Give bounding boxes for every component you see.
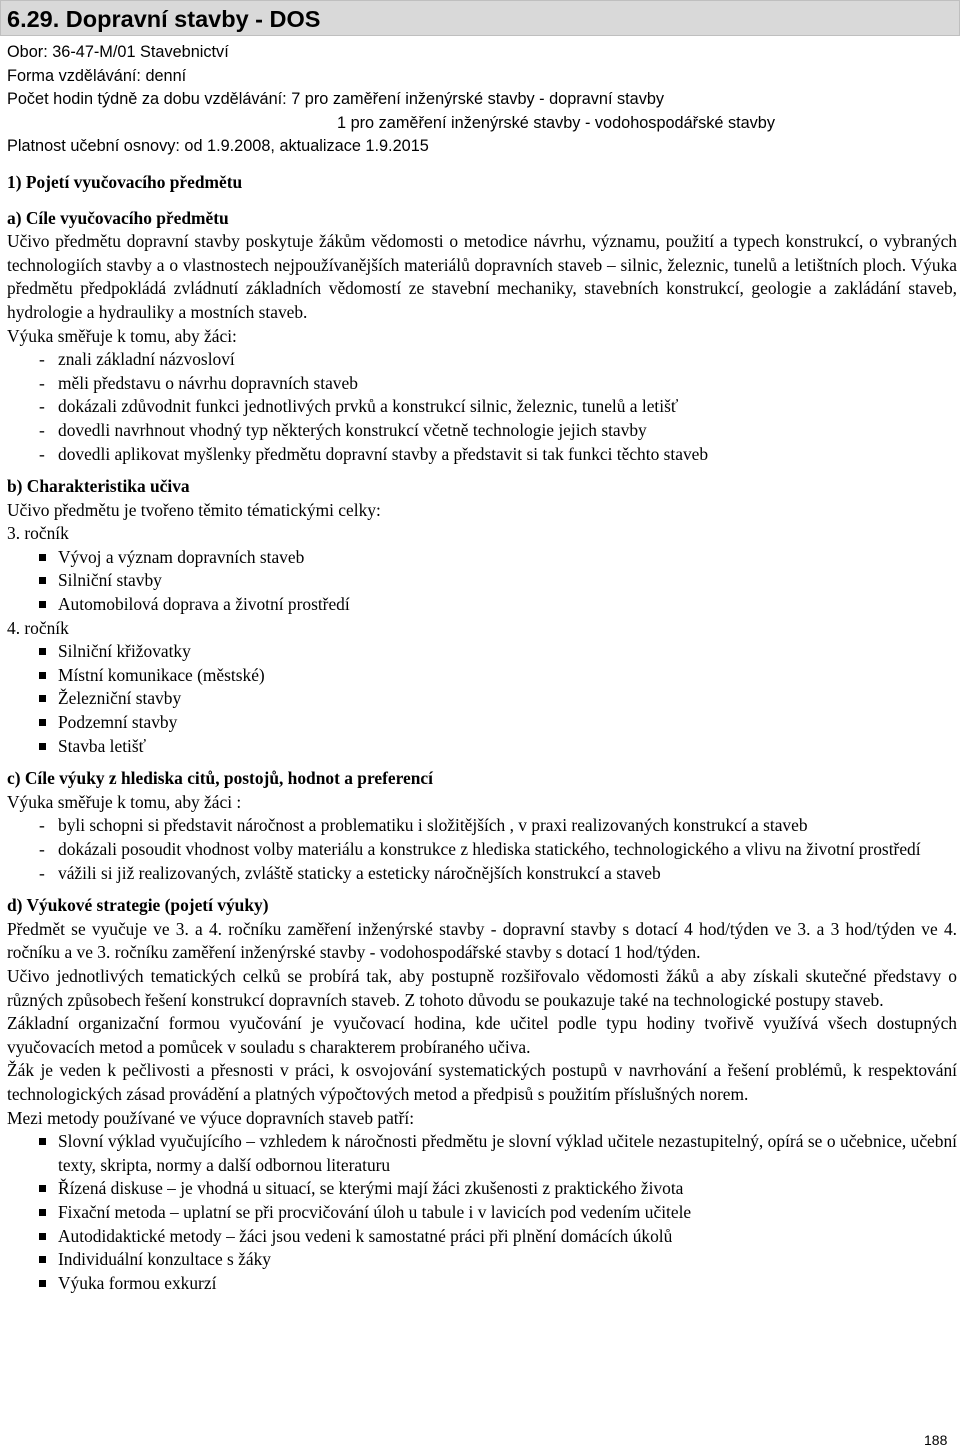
square-bullet-icon: [39, 1256, 46, 1263]
list-item: - znali základní názvosloví: [7, 348, 957, 372]
page-number: 188: [924, 1432, 948, 1448]
section-a-list: [7, 348, 957, 466]
square-bullet-icon: [39, 1209, 46, 1216]
section-c-heading: c) Cíle výuky z hlediska citů, postojů, hodnot a preferencí: [7, 768, 433, 789]
year-3-list: [7, 546, 957, 617]
section-d-paragraph-1: Předmět se vyučuje ve 3. a 4. ročníku zaměření inženýrské stavby - dopravní stavby s dotací 4 hod/týden ve 3. a 3 hod/týden ve 4. ročníku a ve 3. ročníku zaměření inženýrské stavby - vodohospodářské stavby s dotací 1 hod/týden.: [7, 918, 957, 963]
square-bullet-icon: [39, 577, 46, 584]
list-item: Místní komunikace (městské): [7, 664, 957, 688]
section-d-lead: Mezi metody používané ve výuce dopravních staveb patří:: [7, 1107, 415, 1128]
list-item: - dokázali posoudit vhodnost volby materiálu a konstrukce z hlediska statického, technologického a vlivu na životní prostředí: [7, 838, 957, 862]
square-bullet-icon: [39, 743, 46, 750]
list-item: Automobilová doprava a životní prostředí: [7, 593, 957, 617]
section-d-paragraph-3: Základní organizační formou vyučování je vyučovací hodina, kde učitel podle typu hodiny tvořivě využívá všech dostupných vyučovacích metod a pomůcek v souladu s charakterem probíraného učiva.: [7, 1013, 957, 1057]
list-item: Autodidaktické metody – žáci jsou vedeni k samostatné práci při plnění domácích úkolů: [7, 1225, 957, 1249]
section-d-paragraph-4: Žák je veden k pečlivosti a přesnosti v práci, k osvojování systematických postupů v navrhování a řešení problémů, k respektování technologických zásad provádění a platných výpočtových metod a předpisů s použitím příslušných norem.: [7, 1060, 957, 1104]
list-item: Individuální konzultace s žáky: [7, 1248, 957, 1272]
section-d-paragraph-2: Učivo jednotlivých tematických celků se probírá tak, aby postupně rozšiřovalo vědomosti žáků a aby získali skutečné představy o různých způsobech řešení konstrukcí dopravních staveb. Z tohoto důvodu se poukazuje také na technologické postupy staveb.: [7, 965, 957, 1010]
section-a-intro: [7, 230, 957, 324]
square-bullet-icon: [39, 672, 46, 679]
document-body: [7, 41, 957, 1295]
page-title: 6.29. Dopravní stavby - DOS: [7, 6, 321, 32]
title-bar: [0, 0, 960, 36]
list-item: - byli schopni si představit náročnost a problematiku i složitějších , v praxi realizovaných konstrukcí a staveb: [7, 814, 957, 838]
list-item: - vážili si již realizovaných, zvláště staticky a esteticky náročnějších konstrukcí a staveb: [7, 862, 957, 886]
meta-obor: Obor: 36-47-M/01 Stavebnictví: [7, 43, 229, 61]
list-item: Silniční stavby: [7, 569, 957, 593]
list-item: Řízená diskuse – je vhodná u situací, se kterými mají žáci zkušenosti z praktického života: [7, 1177, 957, 1201]
meta-platnost: Platnost učební osnovy: od 1.9.2008, aktualizace 1.9.2015: [7, 137, 429, 156]
year-4-list: [7, 640, 957, 758]
year-4-label: 4. ročník: [7, 617, 69, 638]
list-item: - dokázali zdůvodnit funkci jednotlivých prvků a konstrukcí silnic, železnic, tunelů a letišť: [7, 395, 957, 419]
list-item: - dovedli navrhnout vhodný typ některých konstrukcí včetně technologie jejich stavby: [7, 419, 957, 443]
list-item: Výuka formou exkurzí: [7, 1272, 957, 1296]
section-a-heading: a) Cíle vyučovacího předmětu: [7, 207, 229, 228]
square-bullet-icon: [39, 554, 46, 561]
list-item: Slovní výklad vyučujícího – vzhledem k náročnosti předmětu je slovní výklad učitele nezastupitelný, opírá se o učebnice, učební texty, skripta, normy a další odbornou literaturu: [7, 1130, 957, 1177]
meta-hodiny: Počet hodin týdně za dobu vzdělávání: 7 pro zaměření inženýrské stavby - dopravní stavby: [7, 90, 665, 109]
section-c-lead: Výuka směřuje k tomu, aby žáci :: [7, 791, 242, 812]
square-bullet-icon: [39, 601, 46, 608]
section-a-lead: Výuka směřuje k tomu, aby žáci:: [7, 325, 237, 346]
list-item: Podzemní stavby: [7, 711, 957, 735]
square-bullet-icon: [39, 719, 46, 726]
square-bullet-icon: [39, 1138, 46, 1145]
section-c-list: [7, 814, 957, 885]
square-bullet-icon: [39, 648, 46, 655]
year-3-label: 3. ročník: [7, 523, 69, 544]
list-item: Silniční křižovatky: [7, 640, 957, 664]
section-d-heading: d) Výukové strategie (pojetí výuky): [7, 895, 269, 916]
list-item: Stavba letišť: [7, 735, 957, 759]
list-item: - dovedli aplikovat myšlenky předmětu dopravní stavby a představit si tak funkci těchto staveb: [7, 443, 957, 467]
methods-list: [7, 1130, 957, 1295]
section-a-intro-1: Učivo předmětu dopravní stavby poskytuje žákům vědomosti o metodice návrhu, významu, použití a typech konstrukcí, o vybraných technologiích stavby a o vlastnostech nejpoužívanějších materiálů dopravních staveb – silnic, železnic, tunelů a letištních ploch.: [7, 231, 957, 275]
meta-hodiny-2: 1 pro zaměření inženýrské stavby - vodohospodářské stavby: [337, 113, 776, 132]
section-b-lead: Učivo předmětu je tvořeno těmito tématickými celky:: [7, 499, 381, 520]
list-item: Vývoj a význam dopravních staveb: [7, 546, 957, 570]
section-b-heading: b) Charakteristika učiva: [7, 476, 190, 497]
square-bullet-icon: [39, 1185, 46, 1192]
square-bullet-icon: [39, 695, 46, 702]
section-1-heading: 1) Pojetí vyučovacího předmětu: [7, 171, 243, 192]
meta-forma: Forma vzdělávání: denní: [7, 66, 187, 85]
list-item: - měli představu o návrhu dopravních staveb: [7, 372, 957, 396]
square-bullet-icon: [39, 1233, 46, 1240]
list-item: Železniční stavby: [7, 687, 957, 711]
section-a-intro-2: Výuka předmětu předpokládá zvládnutí základních vědomostí ze stavební mechaniky, stavebních konstrukcí, geologie a zakládání staveb, hydrologie a hydrauliky a mostních staveb.: [7, 254, 957, 322]
square-bullet-icon: [39, 1280, 46, 1287]
list-item: Fixační metoda – uplatní se při procvičování úloh u tabule i v lavicích pod vedením učitele: [7, 1201, 957, 1225]
